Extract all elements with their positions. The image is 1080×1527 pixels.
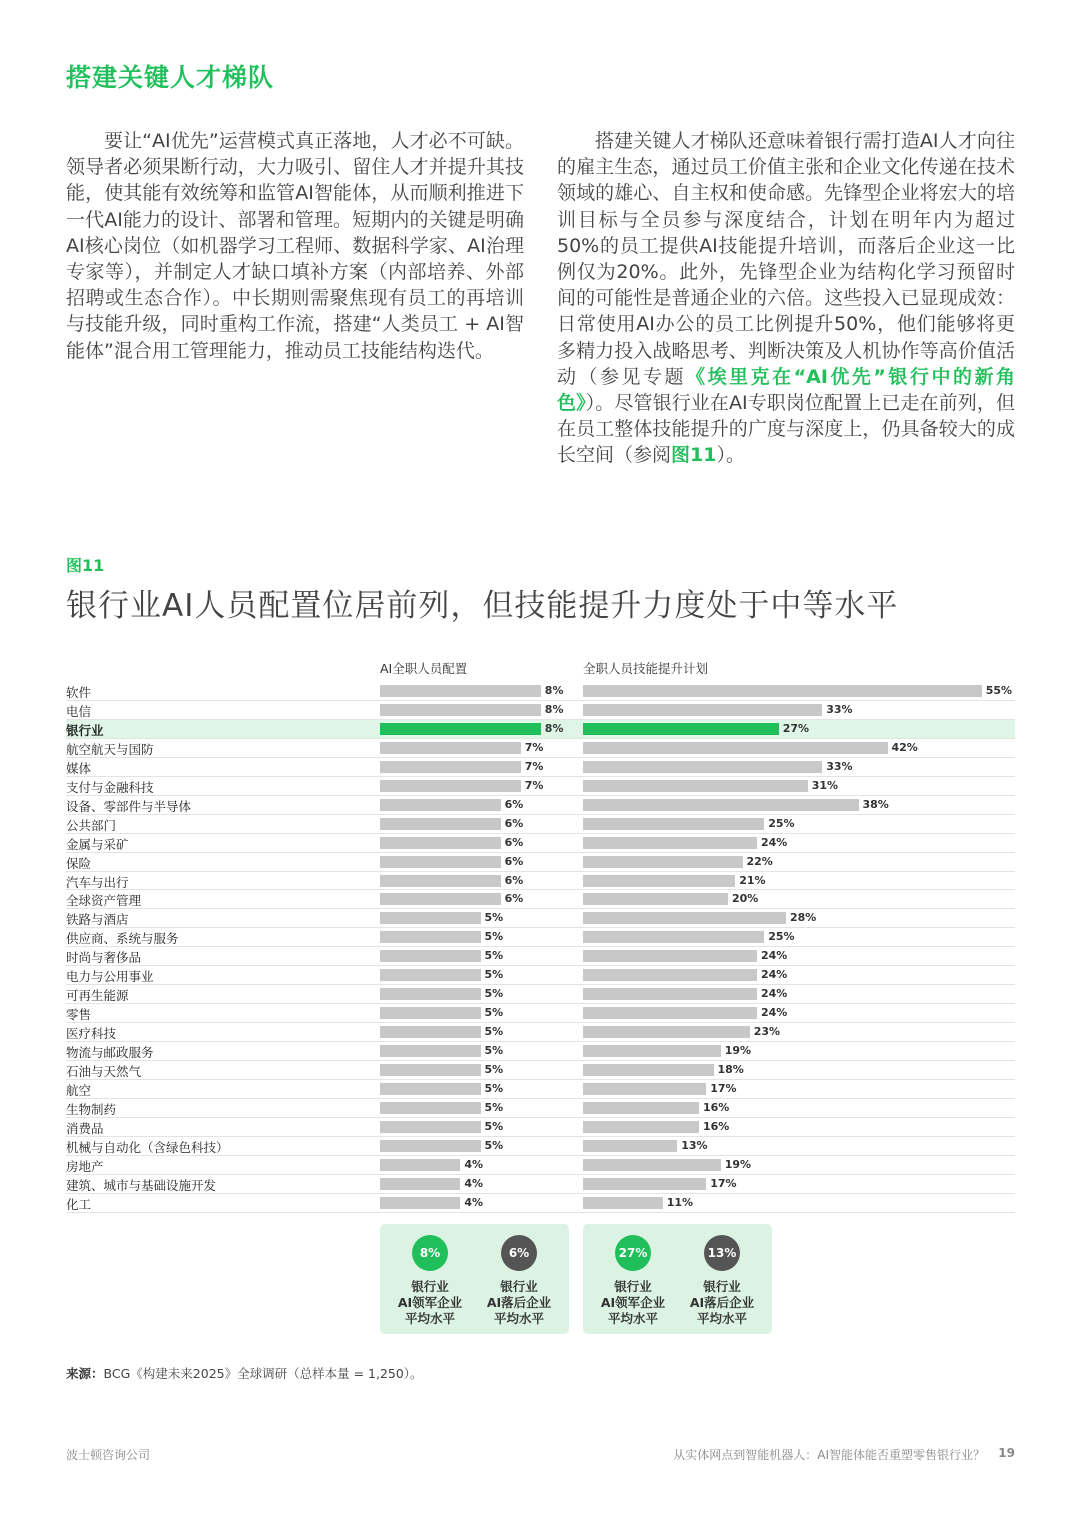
value-label-upskilling: 23% [753,1025,781,1039]
value-label-upskilling: 20% [732,892,759,906]
value-label-ai-staffing: 5% [484,968,504,982]
bar-ai-staffing [380,931,481,943]
category-label: 生物制药 [66,1101,117,1117]
bar-upskilling [583,1197,663,1209]
value-label-upskilling: 19% [724,1157,752,1171]
row-divider [66,738,1015,739]
value-label-ai-staffing: 8% [544,721,564,735]
bar-upskilling [583,761,822,773]
bar-upskilling [583,912,786,924]
category-label: 机械与自动化（含绿色科技） [66,1139,229,1155]
summary-label-line: 银行业 [703,1279,741,1294]
bar-ai-staffing [380,723,541,735]
row-divider [66,1212,1015,1213]
right-paragraph-text-2: ）。尽管银行业在AI专职岗位配置上已走在前列，但在员工整体技能提升的广度与深度上，仍具备较大的成长空间（参阅 [557,392,1015,467]
bar-upskilling [583,837,757,849]
bar-ai-staffing [380,761,521,773]
bar-ai-staffing [380,1140,481,1152]
category-label: 零售 [66,1007,92,1023]
category-label: 物流与邮政服务 [66,1045,154,1061]
summary-label-line: AI领军企业 [600,1295,666,1310]
right-paragraph-text-1: 搭建关键人才梯队还意味着银行需打造AI人才向往的雇主生态，通过员工价值主张和企业文化传递在技术领域的雄心、自主权和使命感。先锋型企业将宏大的培训目标与全员参与深度结合，计划在明年内为超过50%的员工提供AI技能提升培训，而落后企业这一比例仅为20%。此外，先锋型企业为结构化学习预留时间的可能性是普通企业的六倍。这些投入已显现成效：日常使用AI办公的员工比例提升50%，他们能够将更多精力投入战略思考、判断决策及人机协作等高价值活动（参见专题 [557,130,1015,388]
category-label: 化工 [66,1196,92,1212]
value-label-upskilling: 25% [768,816,795,830]
summary-label-line: 平均水平 [607,1311,658,1326]
figure-reference-link[interactable]: 图11 [671,444,717,467]
value-label-upskilling: 31% [811,778,839,792]
bar-upskilling [583,1178,706,1190]
value-label-upskilling: 33% [826,759,853,773]
value-label-upskilling: 24% [761,835,788,849]
value-label-upskilling: 11% [666,1195,694,1209]
bar-upskilling [583,723,779,735]
value-label-ai-staffing: 6% [504,892,524,906]
category-label: 公共部门 [66,817,117,833]
value-label-upskilling: 13% [681,1138,708,1152]
bar-ai-staffing [380,1083,481,1095]
footer-publisher: 波士顿咨询公司 [66,1448,151,1462]
category-label: 金属与采矿 [66,836,129,852]
bar-ai-staffing [380,1064,481,1076]
summary-label [386,1279,474,1327]
bar-upskilling [583,1083,706,1095]
bar-ai-staffing [380,1197,460,1209]
bar-upskilling [583,742,888,754]
bar-upskilling [583,1121,699,1133]
value-label-upskilling: 22% [746,854,773,868]
row-divider [66,984,1015,985]
summary-label-line: 银行业 [411,1279,449,1294]
bar-ai-staffing [380,685,541,697]
value-label-ai-staffing: 5% [484,987,504,1001]
bar-ai-staffing [380,969,481,981]
category-label: 铁路与酒店 [66,912,129,928]
row-divider [66,965,1015,966]
value-label-ai-staffing: 5% [484,1100,504,1114]
value-label-upskilling: 42% [891,740,918,754]
bar-ai-staffing [380,1007,481,1019]
row-divider [66,889,1015,890]
right-paragraph [557,128,1015,469]
bar-ai-staffing [380,1045,481,1057]
value-label-upskilling: 27% [782,721,810,735]
value-label-upskilling: 25% [768,930,795,944]
value-label-ai-staffing: 5% [484,1044,504,1058]
value-label-ai-staffing: 8% [544,702,564,716]
category-label: 电信 [66,703,92,719]
value-label-ai-staffing: 6% [504,873,524,887]
category-label: 可再生能源 [66,988,129,1004]
summary-value-circle: 6% [501,1235,537,1271]
section-heading: 搭建关键人才梯队 [66,63,275,92]
bar-upskilling [583,1102,699,1114]
summary-label [678,1279,766,1327]
row-divider [66,1098,1015,1099]
bar-upskilling [583,931,764,943]
row-divider [66,833,1015,834]
row-divider [66,1060,1015,1061]
summary-label-line: 平均水平 [404,1311,455,1326]
value-label-upskilling: 28% [790,911,817,925]
category-label: 全球资产管理 [66,893,142,909]
value-label-ai-staffing: 5% [484,1138,504,1152]
left-paragraph: 要让“AI优先”运营模式真正落地，人才必不可缺。领导者必须果断行动，大力吸引、留住人才并提升其技能，使其能有效统筹和监管AI智能体，从而顺利推进下一代AI能力的设计、部署和管理。短期内的关键是明确AI核心岗位（如机器学习工程师、数据科学家、AI治理专家等），并制定人才缺口填补方案（内部培养、外部招聘或生态合作）。中长期则需聚焦现有员工的再培训与技能升级，同时重构工作流，搭建“人类员工 + AI智能体”混合用工管理能力，推动员工技能结构迭代。 [66,130,524,362]
bar-ai-staffing [380,988,481,1000]
value-label-ai-staffing: 6% [504,797,524,811]
bar-ai-staffing [380,1102,481,1114]
summary-label [475,1279,563,1327]
value-label-upskilling: 33% [826,702,853,716]
bar-ai-staffing [380,1178,460,1190]
right-paragraph-text-3: ）。 [716,444,745,467]
value-label-ai-staffing: 5% [484,1025,504,1039]
value-label-ai-staffing: 7% [524,759,544,773]
row-divider [66,757,1015,758]
source-note [66,1364,423,1382]
value-label-upskilling: 24% [761,987,788,1001]
value-label-upskilling: 16% [703,1119,730,1133]
category-label: 房地产 [66,1158,104,1174]
bar-ai-staffing [380,704,541,716]
bar-upskilling [583,1045,721,1057]
category-label: 设备、零部件与半导体 [66,798,192,814]
summary-label-line: 银行业 [500,1279,538,1294]
bar-ai-staffing [380,818,501,830]
value-label-upskilling: 38% [862,797,889,811]
bar-ai-staffing [380,950,481,962]
category-label: 建筑、城市与基础设施开发 [66,1177,217,1193]
value-label-ai-staffing: 5% [484,930,504,944]
value-label-ai-staffing: 5% [484,1119,504,1133]
value-label-ai-staffing: 6% [504,835,524,849]
bar-ai-staffing [380,780,521,792]
category-label: 银行业 [66,722,104,738]
figure-title: 银行业AI人员配置位居前列，但技能提升力度处于中等水平 [66,588,899,624]
row-divider [66,1041,1015,1042]
row-divider [66,908,1015,909]
summary-label-line: AI落后企业 [486,1295,552,1310]
row-divider [66,814,1015,815]
value-label-ai-staffing: 7% [524,740,544,754]
bar-upskilling [583,1140,677,1152]
bar-ai-staffing [380,1159,460,1171]
value-label-upskilling: 24% [761,968,788,982]
series-header-upskilling: 全职人员技能提升计划 [583,661,709,676]
row-divider [66,1022,1015,1023]
value-label-ai-staffing: 5% [484,1006,504,1020]
figure-label: 图11 [66,556,105,575]
bar-upskilling [583,1007,757,1019]
summary-label-line: 银行业 [614,1279,652,1294]
bar-upskilling [583,1026,750,1038]
bar-upskilling [583,969,757,981]
bar-ai-staffing [380,1121,481,1133]
value-label-ai-staffing: 5% [484,949,504,963]
value-label-upskilling: 24% [761,1006,788,1020]
bar-ai-staffing [380,893,501,905]
summary-value-circle: 8% [412,1235,448,1271]
bar-upskilling [583,818,764,830]
row-divider [66,795,1015,796]
bar-upskilling [583,856,743,868]
row-divider [66,776,1015,777]
category-label: 航空航天与国防 [66,741,154,757]
summary-label-line: AI领军企业 [397,1295,463,1310]
category-label: 汽车与出行 [66,874,129,890]
row-divider [66,1174,1015,1175]
category-label: 石油与天然气 [66,1064,142,1079]
row-divider [66,852,1015,853]
row-divider [66,946,1015,947]
category-label: 供应商、系统与服务 [66,931,179,947]
summary-value-circle: 27% [615,1235,651,1271]
source-label: 来源： [66,1366,104,1381]
value-label-ai-staffing: 5% [484,1063,504,1076]
summary-label-line: 平均水平 [696,1311,747,1326]
source-text: BCG《构建未来2025》全球调研（总样本量 = 1,250）。 [103,1366,423,1381]
summary-label-line: AI落后企业 [689,1295,755,1310]
feature-link[interactable]: 《埃里克在“AI优先”银行中的新角色》 [557,365,1015,415]
value-label-upskilling: 55% [985,684,1013,697]
bar-ai-staffing [380,1026,481,1038]
value-label-upskilling: 17% [710,1176,737,1190]
value-label-ai-staffing: 7% [524,778,544,792]
row-divider [66,1117,1015,1118]
bar-ai-staffing [380,837,501,849]
row-divider [66,871,1015,872]
value-label-ai-staffing: 8% [544,684,564,697]
value-label-ai-staffing: 4% [464,1157,484,1171]
value-label-upskilling: 18% [717,1063,744,1076]
bar-upskilling [583,950,757,962]
category-label: 支付与金融科技 [66,779,154,795]
category-label: 航空 [66,1082,92,1098]
category-label: 保险 [66,855,92,871]
bar-upskilling [583,780,808,792]
row-divider [66,1136,1015,1137]
value-label-upskilling: 24% [761,949,788,963]
row-divider [66,1003,1015,1004]
summary-label-line: 平均水平 [493,1311,544,1326]
bar-ai-staffing [380,912,481,924]
bar-upskilling [583,988,757,1000]
row-divider [66,1079,1015,1080]
value-label-ai-staffing: 5% [484,911,504,925]
bar-upskilling [583,1064,714,1076]
bar-ai-staffing [380,875,501,887]
bar-upskilling [583,704,822,716]
summary-label [589,1279,677,1327]
value-label-ai-staffing: 5% [484,1081,504,1095]
category-label: 媒体 [66,760,92,776]
value-label-ai-staffing: 4% [464,1176,484,1190]
category-label: 电力与公用事业 [66,969,154,985]
bar-upskilling [583,1159,721,1171]
value-label-upskilling: 16% [703,1100,730,1114]
bar-ai-staffing [380,799,501,811]
value-label-upskilling: 21% [739,873,766,887]
series-header-ai-staffing: AI全职人员配置 [380,661,468,676]
category-label: 消费品 [66,1120,104,1136]
category-label: 软件 [66,685,92,700]
bar-ai-staffing [380,856,501,868]
value-label-ai-staffing: 6% [504,816,524,830]
value-label-ai-staffing: 6% [504,854,524,868]
bar-upskilling [583,685,982,697]
value-label-ai-staffing: 4% [464,1195,484,1209]
bar-upskilling [583,875,735,887]
bar-ai-staffing [380,742,521,754]
bar-upskilling [583,893,728,905]
value-label-upskilling: 17% [710,1081,737,1095]
footer-report-title: 从实体网点到智能机器人：AI智能体能否重塑零售银行业？ [673,1448,985,1462]
bar-upskilling [583,799,859,811]
summary-value-circle: 13% [704,1235,740,1271]
row-divider [66,927,1015,928]
page-number: 19 [998,1446,1015,1460]
category-label: 时尚与奢侈品 [66,950,142,966]
category-label: 医疗科技 [66,1026,117,1042]
row-divider [66,700,1015,701]
value-label-upskilling: 19% [724,1044,752,1058]
